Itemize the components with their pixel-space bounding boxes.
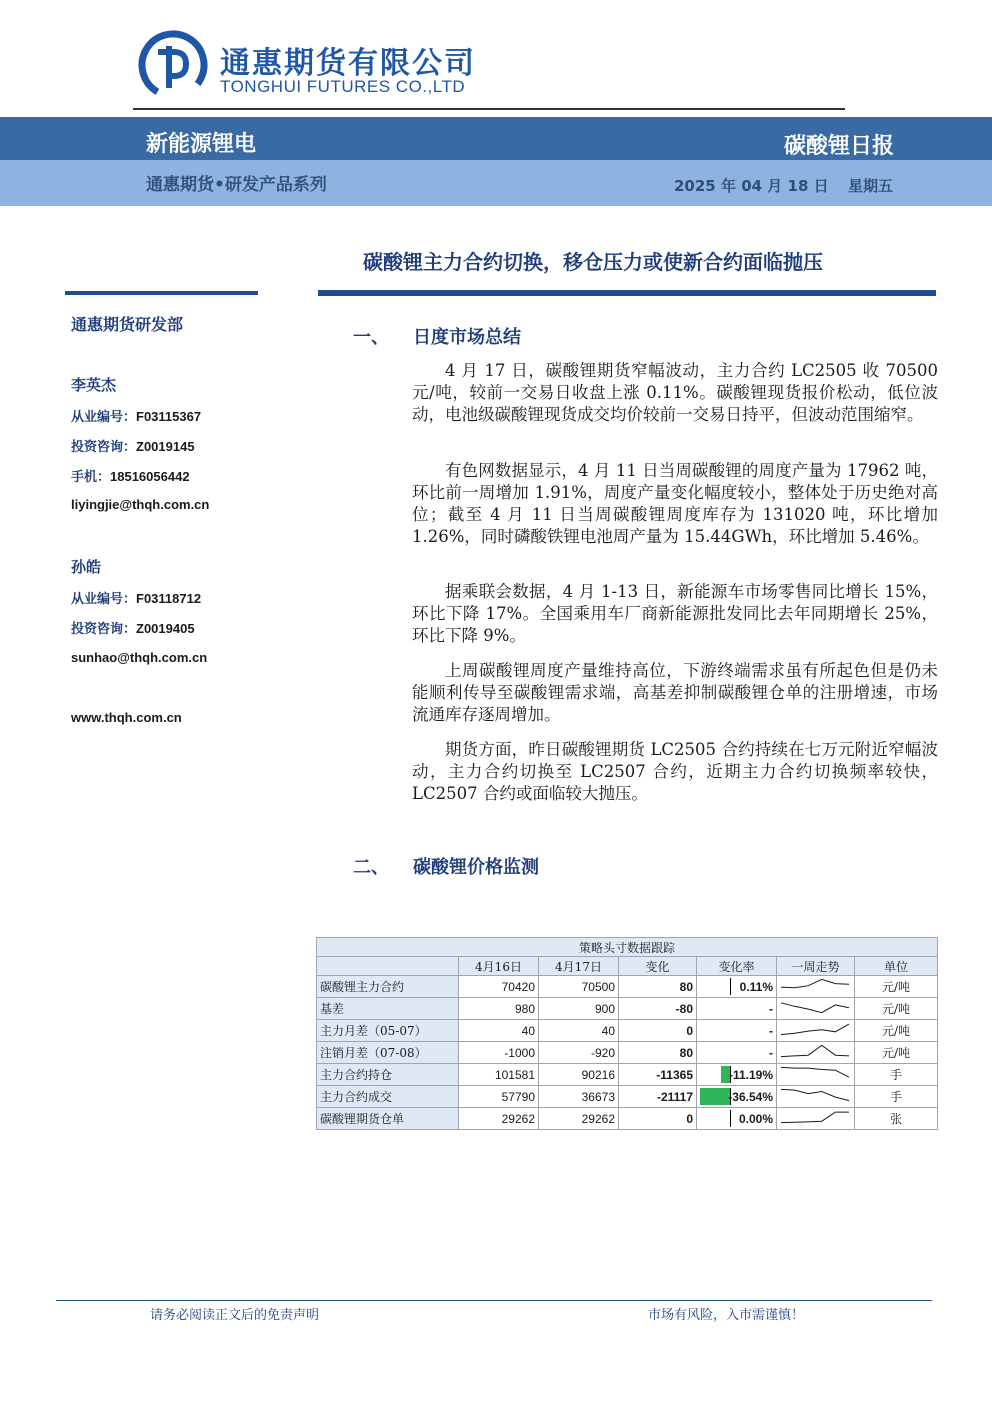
rate-text: -36.54% xyxy=(728,1089,773,1104)
row-unit: 手 xyxy=(855,1064,938,1086)
value-change-rate xyxy=(697,976,777,998)
paragraph: 据乘联会数据，4 月 1-13 日，新能源车市场零售同比增长 15%，环比下降 17%。全国乘用车厂商新能源批发同比去年同期增长 25%，环比下降 9%。 xyxy=(412,582,938,645)
value-apr16: 980 xyxy=(459,998,539,1020)
rate-zero-line xyxy=(730,1110,731,1127)
analyst-license: 从业编号：F03115367 xyxy=(71,409,202,425)
rate-text: - xyxy=(769,1001,773,1016)
value-apr17: -920 xyxy=(539,1042,619,1064)
weekly-trend-sparkline xyxy=(777,1108,855,1130)
row-name: 基差 xyxy=(317,998,459,1020)
paragraph: 上周碳酸锂周度产量维持高位，下游终端需求虽有所起色但是仍未能顺利传导至碳酸锂需求端，高基差抑制碳酸锂仓单的注册增速，市场流通库存逐周增加。 xyxy=(412,661,938,724)
sparkline-svg xyxy=(777,1020,853,1038)
row-unit: 元/吨 xyxy=(855,998,938,1020)
sidebar-divider xyxy=(65,291,258,295)
value-change: 80 xyxy=(619,1042,697,1064)
sparkline-line xyxy=(781,1089,849,1100)
value-apr17: 36673 xyxy=(539,1086,619,1108)
weekly-trend-sparkline xyxy=(777,998,855,1020)
company-name-en: TONGHUI FUTURES CO.,LTD xyxy=(220,77,466,96)
section-number: 二、 xyxy=(353,857,389,878)
table-header: 单位 xyxy=(855,957,938,976)
value-change-rate xyxy=(697,1042,777,1064)
row-name: 主力月差（05-07） xyxy=(317,1020,459,1042)
table-row xyxy=(317,1108,938,1130)
paragraph: 4 月 17 日，碳酸锂期货窄幅波动，主力合约 LC2505 收 70500 元/吨，较前一交易日收盘上涨 0.11%。碳酸锂现货报价松动，低位波动，电池级碳酸锂现货成交均价较前一交易日持平，但波动范围缩窄。 xyxy=(412,361,938,424)
table-row xyxy=(317,1042,938,1064)
row-unit: 张 xyxy=(855,1108,938,1130)
row-name: 碳酸锂主力合约 xyxy=(317,976,459,998)
price-monitor-table xyxy=(316,937,937,1130)
company-name-cn: 通惠期货有限公司 xyxy=(220,46,476,81)
footer-divider xyxy=(56,1300,932,1301)
row-unit: 元/吨 xyxy=(855,1042,938,1064)
disclaimer-notice[interactable]: 请务必阅读正文后的免责声明 xyxy=(150,1308,320,1323)
page-title: 碳酸锂主力合约切换，移仓压力或使新合约面临抛压 xyxy=(363,250,823,274)
row-unit: 手 xyxy=(855,1086,938,1108)
analyst-phone: 手机：18516056442 xyxy=(71,469,190,485)
table-header: 4月17日 xyxy=(539,957,619,976)
value-apr17: 90216 xyxy=(539,1064,619,1086)
table-header: 一周走势 xyxy=(777,957,855,976)
analyst-invest-license: 投资咨询：Z0019145 xyxy=(71,439,195,455)
table-header xyxy=(317,957,459,976)
paragraph: 期货方面，昨日碳酸锂期货 LC2505 合约持续在七万元附近窄幅波动，主力合约切换至 LC2507 合约，近期主力合约切换频率较快，LC2507 合约或面临较大抛压。 xyxy=(412,740,938,803)
row-name: 碳酸锂期货仓单 xyxy=(317,1108,459,1130)
analyst-license: 从业编号：F03118712 xyxy=(71,591,202,607)
table-row xyxy=(317,1086,938,1108)
table-header: 4月16日 xyxy=(459,957,539,976)
value-apr16: 40 xyxy=(459,1020,539,1042)
report-type-label: 碳酸锂日报 xyxy=(783,134,894,159)
section-title: 日度市场总结 xyxy=(413,327,521,348)
value-change-rate xyxy=(697,1108,777,1130)
sparkline-svg xyxy=(777,976,853,994)
paragraph: 有色网数据显示，4 月 11 日当周碳酸锂的周度产量为 17962 吨，环比前一周增加 1.91%，周度产量变化幅度较小，整体处于历史绝对高位；截至 4 月 11 日当周碳酸锂周度库存为 131020 吨，环比增加 1.26%，同时磷酸铁锂电池周产量为 15.44GWh，环比增加 5.46%。 xyxy=(412,461,938,546)
row-name: 注销月差（07-08） xyxy=(317,1042,459,1064)
value-change: -21117 xyxy=(619,1086,697,1108)
value-change-rate xyxy=(697,998,777,1020)
report-date: 2025 年 04 月 18 日 xyxy=(674,177,829,195)
risk-notice: 市场有风险，入市需谨慎！ xyxy=(648,1308,805,1323)
table-header: 变化 xyxy=(619,957,697,976)
sparkline-line xyxy=(781,979,849,987)
table-row xyxy=(317,998,938,1020)
row-unit: 元/吨 xyxy=(855,1020,938,1042)
row-name: 主力合约成交 xyxy=(317,1086,459,1108)
weekly-trend-sparkline xyxy=(777,1086,855,1108)
value-change: 0 xyxy=(619,1020,697,1042)
title-divider xyxy=(318,290,936,296)
value-apr16: 101581 xyxy=(459,1064,539,1086)
sparkline-line xyxy=(781,1024,849,1035)
sparkline-line xyxy=(781,1112,849,1123)
weekly-trend-sparkline xyxy=(777,1020,855,1042)
rate-text: - xyxy=(769,1023,773,1038)
website-link[interactable]: www.thqh.com.cn xyxy=(71,710,182,725)
weekly-trend-sparkline xyxy=(777,976,855,998)
research-dept: 通惠期货研发部 xyxy=(71,315,184,334)
value-apr17: 40 xyxy=(539,1020,619,1042)
value-change: -80 xyxy=(619,998,697,1020)
section-number: 一、 xyxy=(353,327,389,348)
value-apr16: -1000 xyxy=(459,1042,539,1064)
value-change: 0 xyxy=(619,1108,697,1130)
weekly-trend-sparkline xyxy=(777,1042,855,1064)
row-name: 主力合约持仓 xyxy=(317,1064,459,1086)
series-label: 通惠期货•研发产品系列 xyxy=(146,175,327,195)
analyst-email[interactable]: sunhao@thqh.com.cn xyxy=(71,650,208,665)
value-apr16: 57790 xyxy=(459,1086,539,1108)
value-change-rate xyxy=(697,1086,777,1108)
section-title: 碳酸锂价格监测 xyxy=(413,857,539,878)
sparkline-line xyxy=(781,1045,849,1056)
sparkline-svg xyxy=(777,1108,853,1126)
weekly-trend-sparkline xyxy=(777,1064,855,1086)
sparkline-svg xyxy=(777,1064,853,1082)
rate-zero-line xyxy=(730,978,731,995)
sparkline-svg xyxy=(777,998,853,1016)
value-change: -11365 xyxy=(619,1064,697,1086)
value-change-rate xyxy=(697,1064,777,1086)
analyst-name: 李英杰 xyxy=(71,376,117,394)
analyst-invest-license: 投资咨询：Z0019405 xyxy=(71,621,195,637)
value-apr17: 29262 xyxy=(539,1108,619,1130)
value-apr17: 70500 xyxy=(539,976,619,998)
rate-text: 0.11% xyxy=(739,979,773,994)
table-row xyxy=(317,976,938,998)
header-divider xyxy=(133,108,845,110)
sector-label: 新能源锂电 xyxy=(146,132,257,157)
table-row xyxy=(317,1064,938,1086)
rate-bar xyxy=(700,1088,730,1105)
table-caption: 策略头寸数据跟踪 xyxy=(317,938,938,957)
company-logo-icon xyxy=(138,30,208,100)
value-apr17: 900 xyxy=(539,998,619,1020)
table-row xyxy=(317,1020,938,1042)
sparkline-svg xyxy=(777,1086,853,1104)
sparkline-svg xyxy=(777,1042,853,1060)
analyst-email[interactable]: liyingjie@thqh.com.cn xyxy=(71,497,210,512)
rate-text: 0.00% xyxy=(738,1111,773,1126)
analyst-name: 孙皓 xyxy=(71,558,102,576)
value-change: 80 xyxy=(619,976,697,998)
value-apr16: 29262 xyxy=(459,1108,539,1130)
value-apr16: 70420 xyxy=(459,976,539,998)
rate-text: - xyxy=(769,1045,773,1060)
value-change-rate xyxy=(697,1020,777,1042)
row-unit: 元/吨 xyxy=(855,976,938,998)
table-header: 变化率 xyxy=(697,957,777,976)
sparkline-line xyxy=(781,1003,849,1013)
sparkline-line xyxy=(781,1067,849,1077)
rate-text: -11.19% xyxy=(728,1067,773,1082)
report-weekday: 星期五 xyxy=(848,177,894,195)
